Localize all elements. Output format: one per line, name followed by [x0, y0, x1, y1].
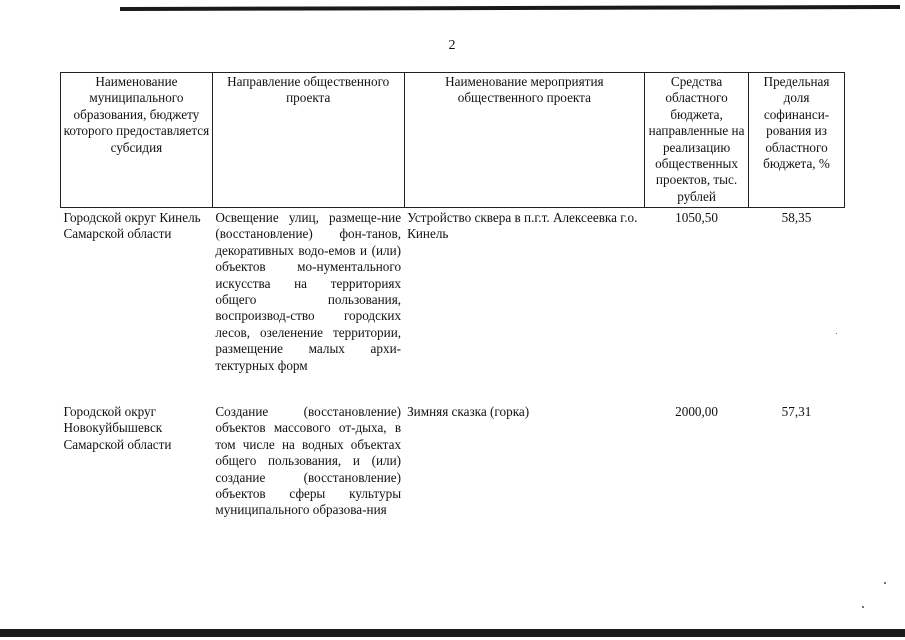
cell-share: 57,31 — [781, 404, 812, 419]
header-share: Предельная доля софинанси-рования из областного бюджета, % — [749, 73, 845, 208]
cell-funds: 1050,50 — [675, 210, 718, 225]
top-scan-border — [120, 5, 900, 11]
cell-share: 58,35 — [781, 210, 812, 225]
cell-event: Зимняя сказка (горка) — [407, 404, 530, 419]
table-row — [61, 402, 845, 554]
cell-direction: Создание (восстановление) объектов массового от-дыха, в том числе на водных объектах общего пользования, и (или) создание (восстановление) объектов сферы культуры муниципального образова-ния — [215, 404, 402, 518]
scan-speck — [884, 582, 886, 584]
table-body — [61, 208, 845, 555]
table-header — [61, 73, 845, 208]
scan-speck — [836, 333, 837, 334]
bottom-scan-border — [0, 629, 905, 637]
subsidy-table — [60, 72, 845, 554]
scan-speck — [862, 606, 864, 608]
page-number: 2 — [448, 38, 456, 53]
header-direction: Направление общественного проекта — [212, 73, 404, 208]
header-row — [61, 73, 845, 208]
table-row — [61, 208, 845, 403]
cell-funds: 2000,00 — [675, 404, 718, 419]
cell-municipality: Городской округ Новокуйбышевск Самарской области — [63, 404, 172, 452]
header-municipality: Наименование муниципального образования, бюджету которого предоставляется субсидия — [61, 73, 213, 208]
cell-event: Устройство сквера в п.г.т. Алексеевка г.о. Кинель — [407, 210, 638, 242]
cell-municipality: Городской округ Кинель Самарской области — [63, 210, 201, 242]
header-event: Наименование мероприятия общественного проекта — [404, 73, 645, 208]
cell-direction: Освещение улиц, размеще-ние (восстановление) фон-танов, декоративных водо-емов и (или) объектов мо-нументального искусства на территориях общего пользования, воспроизвод-ство городских лесов, озеленение территории, размещение малых архи-тектурных форм — [215, 210, 402, 373]
header-funds: Средства областного бюджета, направленные на реализацию общественных проектов, тыс. рублей — [645, 73, 749, 208]
